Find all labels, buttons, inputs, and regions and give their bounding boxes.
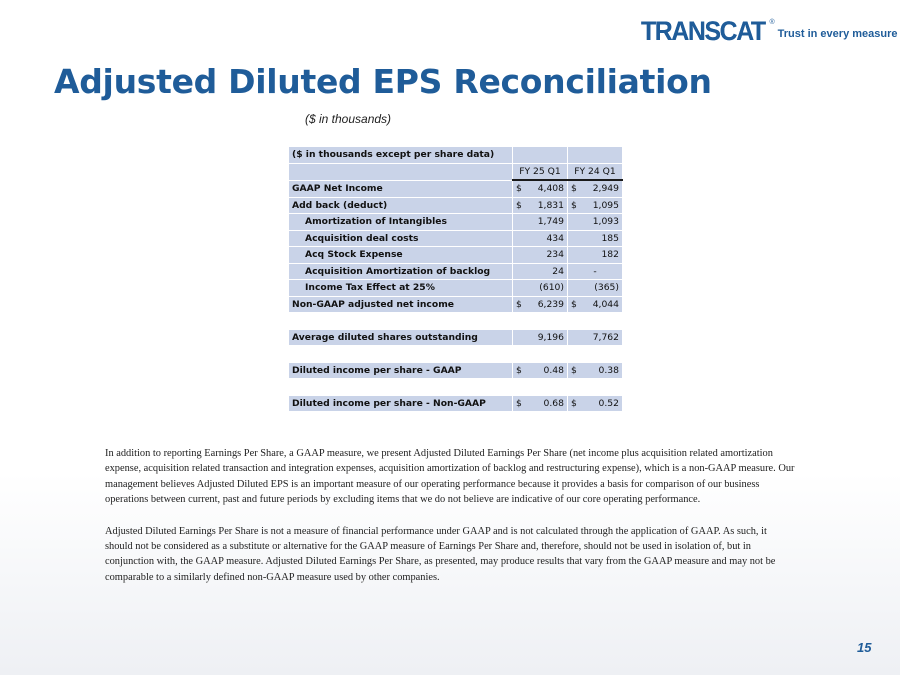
currency-symbol: $ — [571, 298, 577, 310]
spacer-row — [289, 313, 623, 330]
table-caption: ($ in thousands except per share data) — [289, 147, 513, 164]
currency-symbol: $ — [571, 397, 577, 409]
row-label: Income Tax Effect at 25% — [289, 280, 513, 297]
cell-value: 0.48 — [543, 364, 564, 376]
table-row — [289, 296, 623, 313]
table-row — [289, 362, 623, 379]
eps-reconciliation-table — [288, 146, 623, 412]
table-row — [289, 280, 623, 297]
row-label: Amortization of Intangibles — [289, 214, 513, 231]
currency-symbol: $ — [516, 364, 522, 376]
row-label: Add back (deduct) — [289, 197, 513, 214]
row-label: Diluted income per share - GAAP — [289, 362, 513, 379]
row-label: Acquisition Amortization of backlog — [289, 263, 513, 280]
table-header-row — [289, 163, 623, 180]
cell-value: 4,408 — [537, 183, 564, 195]
table-row — [289, 263, 623, 280]
cell-value: 2,949 — [592, 183, 619, 195]
logo-wordmark: TRANSCAT — [641, 15, 765, 46]
table-row — [289, 180, 623, 197]
currency-symbol: $ — [571, 199, 577, 211]
transcat-logo — [641, 16, 898, 46]
slide-subtitle: ($ in thousands) — [305, 112, 392, 126]
cell-value: 1,093 — [568, 214, 623, 231]
cell-value: 6,239 — [537, 298, 564, 310]
row-label: Average diluted shares outstanding — [289, 329, 513, 346]
cell-value: 182 — [568, 247, 623, 264]
column-header: FY 25 Q1 — [513, 163, 568, 180]
row-label: Non-GAAP adjusted net income — [289, 296, 513, 313]
cell-value: 9,196 — [513, 329, 568, 346]
cell-value: 7,762 — [568, 329, 623, 346]
row-label: Acquisition deal costs — [289, 230, 513, 247]
table-row — [289, 197, 623, 214]
currency-symbol: $ — [516, 397, 522, 409]
spacer-row — [289, 379, 623, 396]
currency-symbol: $ — [571, 183, 577, 195]
page-number: 15 — [857, 640, 872, 655]
cell-value: 0.68 — [543, 397, 564, 409]
cell-value: 0.52 — [598, 397, 619, 409]
row-label: Diluted income per share - Non-GAAP — [289, 395, 513, 412]
table-row — [289, 247, 623, 264]
table-row — [289, 395, 623, 412]
disclosure-notes — [105, 446, 795, 601]
row-label: GAAP Net Income — [289, 180, 513, 197]
note-paragraph: In addition to reporting Earnings Per Share, a GAAP measure, we present Adjusted Diluted Earnings Per Share (net income plus acquisition related amortization expense, acquisition related transaction and integration expenses, acquisition amortization of backlog and restructuring expense), which is a non-GAAP measure. Our management believes Adjusted Diluted EPS is an important measure of our operating performance because it provides a basis for comparison of our business operations between current, past and future periods by excluding items that we do not believe are indicative of our core operating performance. — [105, 448, 795, 506]
currency-symbol: $ — [516, 298, 522, 310]
spacer-row — [289, 346, 623, 363]
cell-value: 1,749 — [513, 214, 568, 231]
cell-value: (365) — [568, 280, 623, 297]
column-header: FY 24 Q1 — [568, 163, 623, 180]
cell-value: 0.38 — [598, 364, 619, 376]
cell-value: 1,095 — [592, 199, 619, 211]
cell-value: 234 — [513, 247, 568, 264]
table-row — [289, 329, 623, 346]
table-caption-row — [289, 147, 623, 164]
cell-value: 24 — [513, 263, 568, 280]
cell-value: 4,044 — [592, 298, 619, 310]
currency-symbol: $ — [571, 364, 577, 376]
cell-value: (610) — [513, 280, 568, 297]
logo-tagline: Trust in every measure — [777, 28, 898, 40]
slide-title: Adjusted Diluted EPS Reconciliation — [54, 62, 712, 101]
table-row — [289, 214, 623, 231]
cell-value: 434 — [513, 230, 568, 247]
cell-value: 185 — [568, 230, 623, 247]
cell-value: - — [568, 263, 623, 280]
cell-value: 1,831 — [537, 199, 564, 211]
currency-symbol: $ — [516, 199, 522, 211]
table-row — [289, 230, 623, 247]
note-paragraph: Adjusted Diluted Earnings Per Share is not a measure of financial performance under GAAP and is not calculated through the application of GAAP. As such, it should not be considered as a substitute or alternative for the GAAP measure of Earnings Per Share and, therefore, should not be used in isolation of, but in conjunction with, the GAAP measure. Adjusted Diluted Earnings Per Share, as presented, may produce results that vary from the GAAP measure and may not be comparable to a similarly defined non-GAAP measure used by other companies. — [105, 525, 776, 583]
logo-registered-mark: ® — [769, 18, 775, 26]
currency-symbol: $ — [516, 183, 522, 195]
row-label: Acq Stock Expense — [289, 247, 513, 264]
